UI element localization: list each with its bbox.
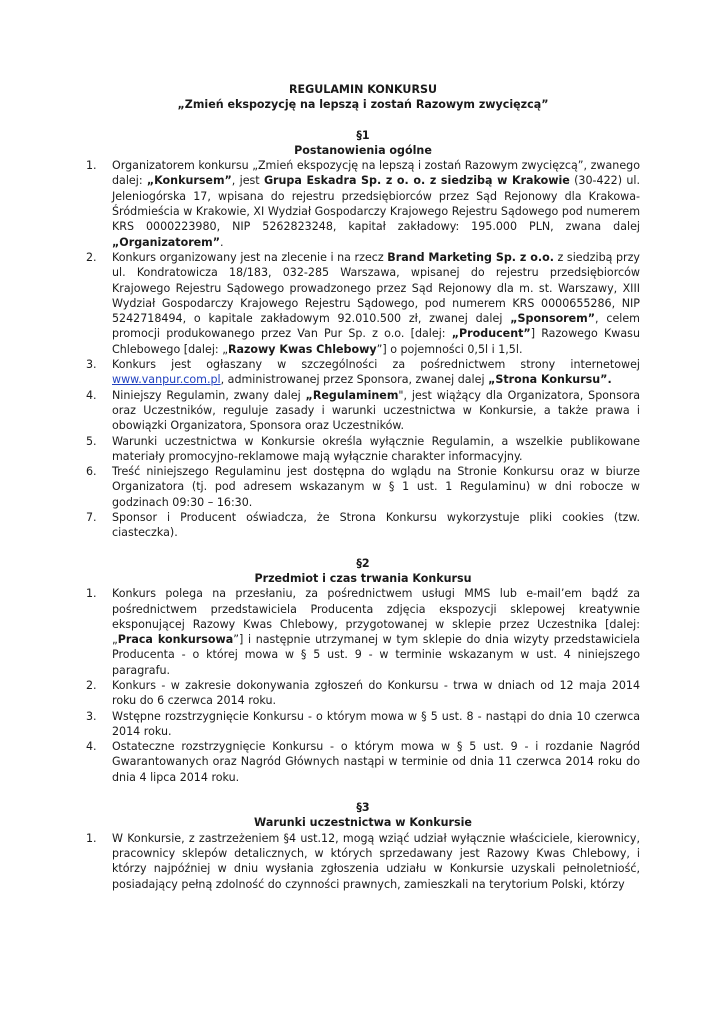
document-subtitle: „Zmień ekspozycję na lepszą i zostań Razowym zwycięzcą” (177, 98, 549, 112)
list-item-number: 1. (86, 587, 97, 601)
list-item-number: 6. (86, 465, 97, 479)
list-item (86, 739, 640, 785)
section-list (86, 831, 640, 892)
list-item (86, 464, 640, 510)
list-item-text: Konkurs polega na przesłaniu, za pośrednictwem usługi MMS lub e-mail’em bądź za pośrednictwem przedstawiciela Producenta zdjęcia ekspozycji sklepowej kreatywnie eksponującej Razowy Kwas Chlebowy, przygotowanej w sklepie przez Uczestnika [dalej: „Praca konkursowa”] i następnie utrzymanej w tym sklepie do dnia wizyty przedstawiciela Producenta - o której mowa w § 5 ust. 9 - w terminie wskazanym w ust. 4 niniejszego paragrafu. (112, 587, 641, 677)
list-item-number: 3. (86, 358, 97, 372)
section-spacer (86, 785, 640, 800)
list-item-number: 1. (86, 159, 97, 173)
list-item-number: 1. (86, 831, 97, 845)
section-spacer (86, 541, 640, 556)
section-heading: Przedmiot i czas trwania Konkursu (254, 571, 472, 585)
list-item-text: Konkurs organizowany jest na zlecenie i na rzecz Brand Marketing Sp. z o.o. z siedzibą przy ul. Kondratowicza 18/183, 032-285 Warszawa, wpisanej do rejestru przedsiębiorców Krajowego Rejestru Sądowego prowadzonego przez Sąd Rejonowy dla m. st. Warszawy, XIII Wydział Gospodarczy Krajowego Rejestru Sądowego, pod numerem KRS 0000655286, NIP 5242718494, o kapitale zakładowym 92.010.500 zł, zwanej dalej „Sponsorem”, celem promocji produkowanego przez Van Pur Sp. z o.o. [dalej: „Producent”] Razowego Kwasu Chlebowego [dalej: „Razowy Kwas Chlebowy”] o pojemności 0,5l i 1,5l. (112, 250, 640, 356)
list-item-text: Konkurs jest ogłaszany w szczególności za pośrednictwem strony internetowej www.vanpur.com.pl, administrowanej przez Sponsora, zwanej dalej „Strona Konkursu”. (112, 358, 640, 387)
list-item-text: Warunki uczestnictwa w Konkursie określa wyłącznie Regulamin, a wszelkie publikowane materiały promocyjno-reklamowe mają wyłącznie charakter informacyjny. (112, 434, 640, 463)
list-item-text: Treść niniejszego Regulaminu jest dostępna do wglądu na Stronie Konkursu oraz w biurze Organizatora (tj. pod adresem wskazanym w § 1 ust. 1 Regulaminu) w dni robocze w godzinach 09:30 – 16:30. (112, 465, 640, 509)
list-item (86, 586, 640, 678)
list-item-number: 2. (86, 250, 97, 264)
list-item (86, 434, 640, 465)
section-list (86, 158, 640, 540)
list-item-text: Wstępne rozstrzygnięcie Konkursu - o którym mowa w § 5 ust. 8 - nastąpi do dnia 10 czerwca 2014 roku. (112, 709, 640, 738)
section-heading: Postanowienia ogólne (294, 143, 432, 157)
list-item-number: 5. (86, 434, 97, 448)
list-item-number: 7. (86, 511, 97, 525)
document-content (86, 82, 640, 892)
list-item (86, 709, 640, 740)
website-link[interactable]: www.vanpur.com.pl (112, 373, 221, 387)
list-item-number: 4. (86, 740, 97, 754)
list-item (86, 388, 640, 434)
sections (86, 128, 640, 892)
list-item (86, 831, 640, 892)
section-list (86, 586, 640, 785)
list-item-number: 2. (86, 678, 97, 692)
list-item-text: Sponsor i Producent oświadcza, że Strona Konkursu wykorzystuje pliki cookies (tzw. ciasteczka). (112, 511, 640, 540)
list-item-text: W Konkursie, z zastrzeżeniem §4 ust.12, mogą wziąć udział wyłącznie właściciele, kierownicy, pracownicy sklepów detalicznych, w których sprzedawany jest Razowy Kwas Chlebowy, i którzy najpóźniej w dniu wysłania zgłoszenia udziału w Konkursie uzyskali pełnoletniość, posiadający pełną zdolność do czynności prawnych, zamieszkali na terytorium Polski, którzy (112, 831, 640, 891)
list-item-text: Organizatorem konkursu „Zmień ekspozycję na lepszą i zostań Razowym zwycięzcą”, zwanego dalej: „Konkursem”, jest Grupa Eskadra Sp. z o. o. z siedzibą w Krakowie (30-422) ul. Jeleniogórska 17, wpisana do rejestru przedsiębiorców przez Sąd Rejonowy dla Krakowa-Śródmieścia w Krakowie, XI Wydział Gospodarczy Krajowego Rejestru Sądowego pod numerem KRS 0000223980, NIP 5262823248, kapitał zakładowy: 195.000 PLN, zwana dalej „Organizatorem”. (112, 159, 640, 249)
section-1 (86, 128, 640, 541)
list-item (86, 357, 640, 388)
section-mark: §3 (356, 801, 370, 815)
list-item-text: Konkurs - w zakresie dokonywania zgłoszeń do Konkursu - trwa w dniach od 12 maja 2014 roku do 6 czerwca 2014 roku. (112, 678, 640, 708)
document-title: REGULAMIN KONKURSU (289, 83, 437, 96)
list-item (86, 678, 640, 709)
section-mark: §1 (356, 128, 370, 142)
section-3 (86, 800, 640, 892)
section-heading: Warunki uczestnictwa w Konkursie (254, 816, 472, 830)
list-item (86, 510, 640, 541)
list-item-text: Niniejszy Regulamin, zwany dalej „Regulaminem", jest wiążący dla Organizatora, Sponsora oraz Uczestników, reguluje zasady i warunki uczestnictwa w Konkursie, a także prawa i obowiązki Organizatora, Sponsora oraz Uczestników. (112, 388, 641, 433)
list-item-number: 4. (86, 388, 97, 402)
list-item-text: Ostateczne rozstrzygnięcie Konkursu - o którym mowa w § 5 ust. 9 - i rozdanie Nagród Gwarantowanych oraz Nagród Głównych nastąpi w terminie od dnia 11 czerwca 2014 roku do dnia 4 lipca 2014 roku. (112, 740, 640, 784)
list-item (86, 158, 640, 250)
list-item-number: 3. (86, 709, 97, 723)
list-item (86, 250, 640, 357)
section-2 (86, 556, 640, 785)
section-mark: §2 (356, 556, 370, 570)
